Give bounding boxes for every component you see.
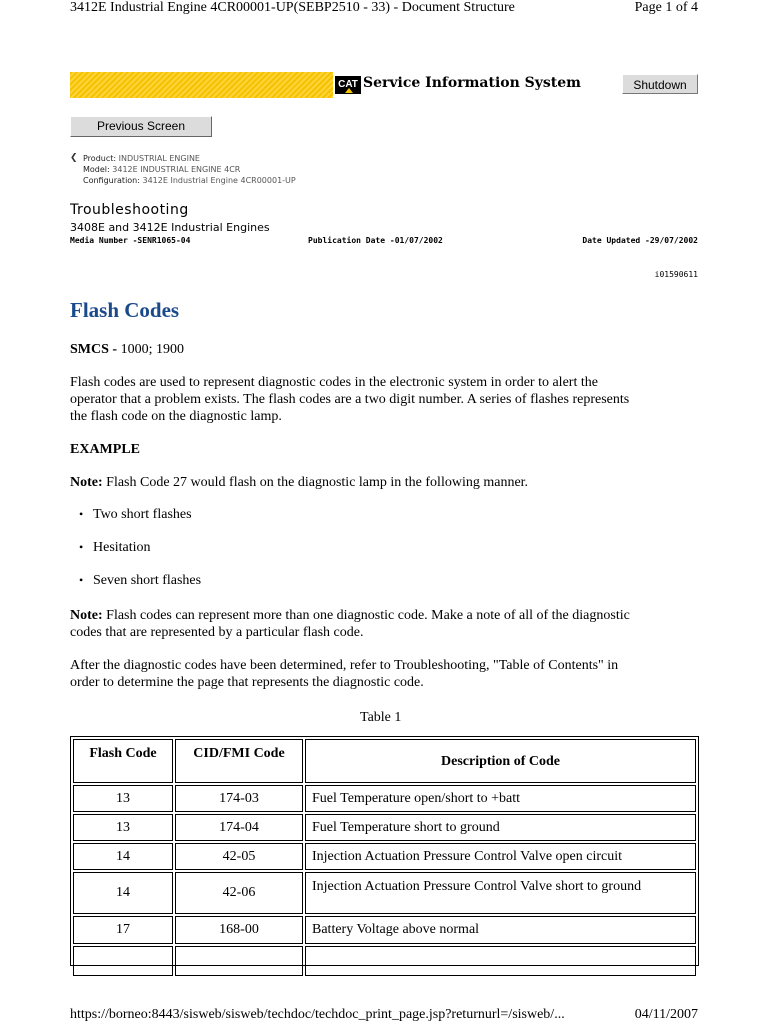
intro-paragraph: Flash codes are used to represent diagnostic codes in the electronic system in order to alert the operator that a problem exists. The flash codes are a two digit number. A series of flashes represents the flash code on the diagnostic lamp.: [70, 375, 630, 424]
document-title: 3412E Industrial Engine 4CR00001-UP(SEBP2510 - 33) - Document Structure: [70, 0, 515, 15]
sis-banner: [70, 72, 698, 98]
date-updated: Date Updated -29/07/2002: [582, 236, 698, 245]
table-cell: [175, 946, 303, 976]
table-cell: 42-05: [175, 843, 303, 870]
cat-logo-icon: CAT: [335, 76, 361, 94]
back-arrow-icon[interactable]: ❮: [70, 153, 78, 163]
after-paragraph: After the diagnostic codes have been determined, refer to Troubleshooting, "Table of Contents" in order to determine the page that represents the diagnostic code.: [70, 658, 619, 690]
section-subtitle: 3408E and 3412E Industrial Engines: [70, 221, 270, 234]
table-cell: Fuel Temperature short to ground: [305, 814, 696, 841]
table-cell: 13: [73, 814, 173, 841]
document-id: i01590611: [654, 270, 698, 279]
table-header-flash-code: Flash Code: [73, 739, 173, 783]
table-cell: [73, 946, 173, 976]
table-cell: 13: [73, 785, 173, 812]
publication-date: Publication Date -01/07/2002: [308, 236, 443, 245]
table-cell: 14: [73, 843, 173, 870]
list-item: • Seven short flashes: [93, 573, 201, 589]
table-cell: 174-03: [175, 785, 303, 812]
page-title: Flash Codes: [70, 298, 180, 322]
flash-code-table: [70, 736, 699, 966]
table-cell: Injection Actuation Pressure Control Valve open circuit: [305, 843, 696, 870]
table-cell: Battery Voltage above normal: [305, 916, 696, 944]
previous-screen-button[interactable]: Previous Screen: [70, 116, 212, 137]
table-cell: Injection Actuation Pressure Control Valve short to ground: [305, 872, 696, 914]
table-cell: 168-00: [175, 916, 303, 944]
media-number: Media Number -SENR1065-04: [70, 236, 191, 245]
table-cell: 42-06: [175, 872, 303, 914]
footer-url: https://borneo:8443/sisweb/sisweb/techdoc/techdoc_print_page.jsp?returnurl=/sisweb/...: [70, 1007, 565, 1022]
table-cell: Fuel Temperature open/short to +batt: [305, 785, 696, 812]
breadcrumb-configuration: Configuration: 3412E Industrial Engine 4CR00001-UP: [83, 176, 296, 185]
smcs-line: SMCS - 1000; 1900: [70, 342, 184, 357]
note-1: Note: Flash Code 27 would flash on the diagnostic lamp in the following manner.: [70, 475, 529, 490]
banner-title: Service Information System: [363, 75, 581, 91]
list-item: • Hesitation: [93, 540, 151, 556]
table-header-description: Description of Code: [305, 739, 696, 783]
table-caption: Table 1: [360, 710, 402, 725]
note-2: Note: Flash codes can represent more than one diagnostic code. Make a note of all of the diagnostic codes that are represented by a particular flash code.: [70, 608, 630, 640]
footer-date: 04/11/2007: [634, 1007, 698, 1022]
table-cell: 174-04: [175, 814, 303, 841]
table-cell: 14: [73, 872, 173, 914]
section-title: Troubleshooting: [70, 202, 189, 218]
table-cell: [305, 946, 696, 976]
page-indicator: Page 1 of 4: [634, 0, 698, 15]
example-heading: EXAMPLE: [70, 442, 140, 457]
table-cell: 17: [73, 916, 173, 944]
breadcrumb-product: Product: INDUSTRIAL ENGINE: [83, 154, 200, 163]
table-header-cid-fmi: CID/FMI Code: [175, 739, 303, 783]
breadcrumb-model: Model: 3412E INDUSTRIAL ENGINE 4CR: [83, 165, 241, 174]
banner-stripes: [70, 72, 333, 98]
shutdown-button[interactable]: Shutdown: [622, 74, 698, 94]
list-item: • Two short flashes: [93, 507, 192, 523]
